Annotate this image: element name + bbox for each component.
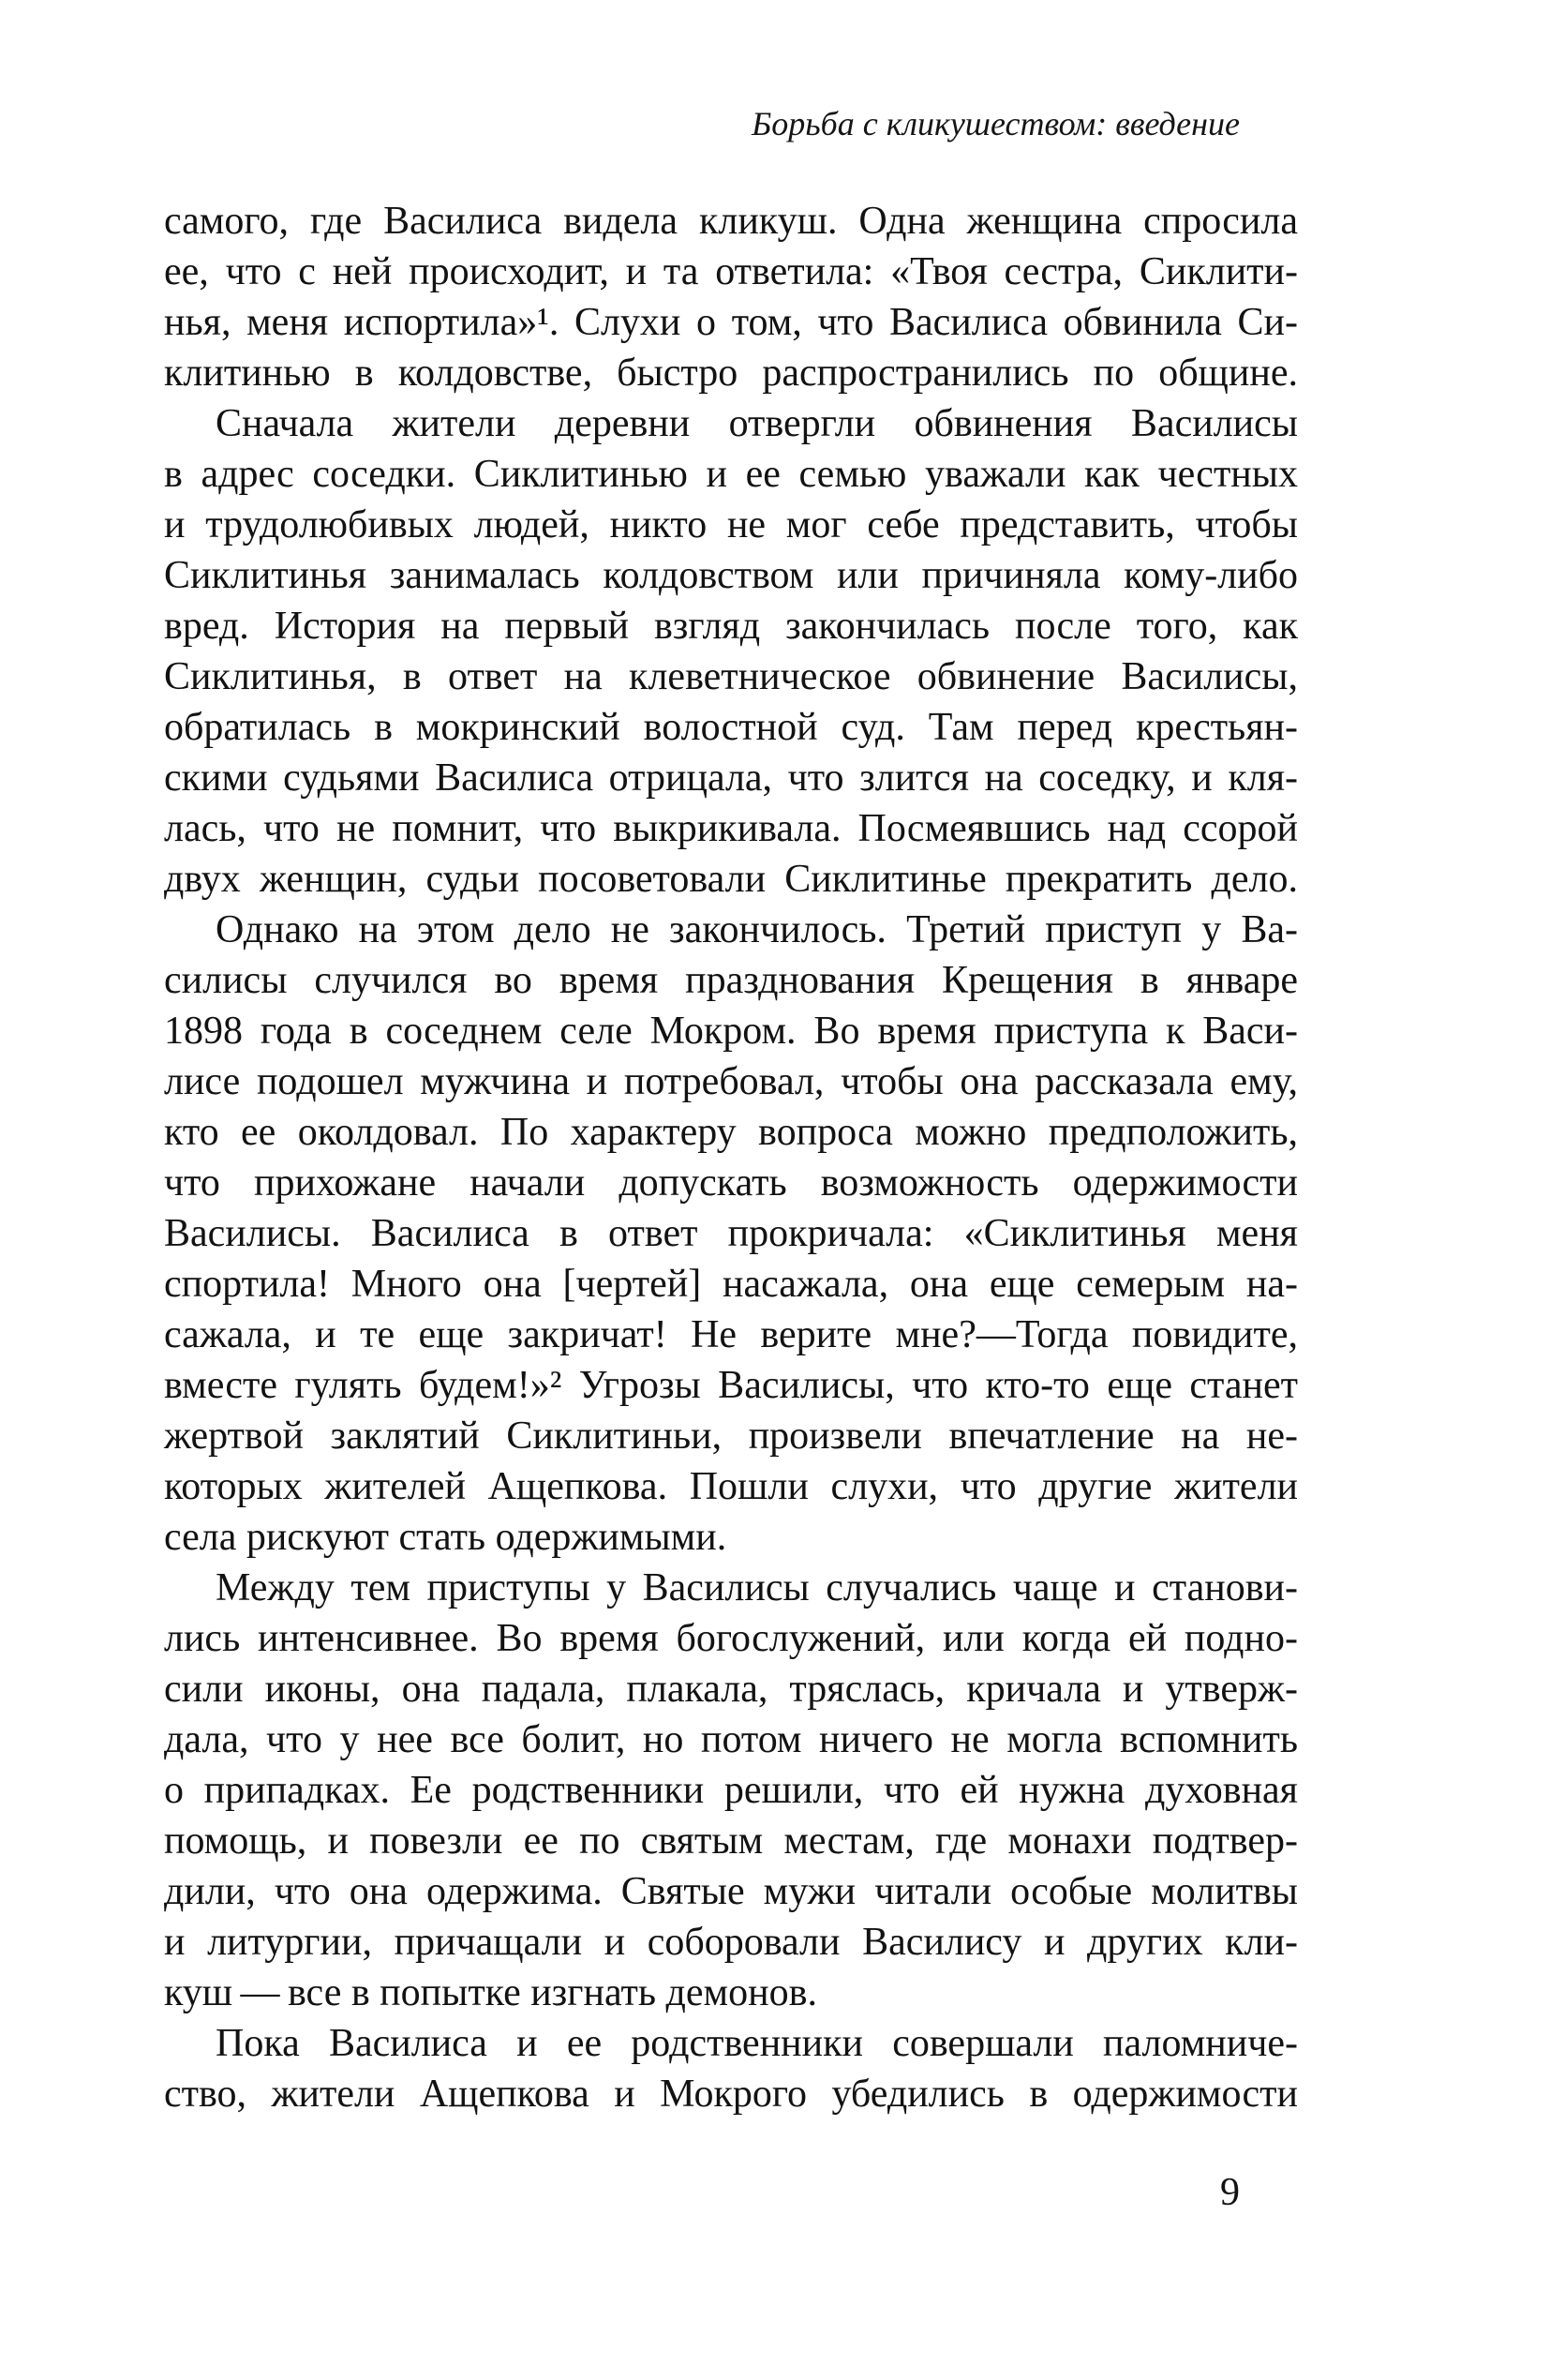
paragraph bbox=[164, 196, 1298, 398]
text-line: силисы случился во время празднования Крещения в январе bbox=[164, 959, 1298, 1002]
text-line: лись интенсивнее. Во время богослужений, или когда ей подно- bbox=[164, 1617, 1298, 1660]
running-header: Борьба с кликушеством: введение bbox=[752, 105, 1240, 142]
paragraph bbox=[164, 2018, 1298, 2119]
text-line: лась, что не помнит, что выкрикивала. Посмеявшись над ссорой bbox=[164, 807, 1298, 850]
paragraph bbox=[164, 398, 1298, 905]
text-line: что прихожане начали допускать возможность одержимости bbox=[164, 1161, 1298, 1205]
text-line: кто ее околдовал. По характеру вопроса можно предположить, bbox=[164, 1111, 1298, 1154]
text-line: жертвой заклятий Сиклитиньи, произвели впечатление на не- bbox=[164, 1415, 1298, 1458]
text-line: села рискуют стать одержимыми. bbox=[164, 1516, 727, 1559]
paragraph bbox=[164, 905, 1298, 1563]
paragraph bbox=[164, 1563, 1298, 2018]
text-line: куш — все в попытке изгнать демонов. bbox=[164, 1971, 817, 2014]
page-number: 9 bbox=[1220, 2171, 1240, 2214]
text-line: Василисы. Василиса в ответ прокричала: «Сиклитинья меня bbox=[164, 1212, 1298, 1255]
text-line: дили, что она одержима. Святые мужи читали особые молитвы bbox=[164, 1870, 1298, 1913]
text-line: 1898 года в соседнем селе Мокром. Во время приступа к Васи- bbox=[164, 1010, 1298, 1053]
text-line: обратилась в мокринский волостной суд. Там перед крестьян- bbox=[164, 706, 1298, 749]
text-line: помощь, и повезли ее по святым местам, где монахи подтвер- bbox=[164, 1819, 1298, 1863]
text-line: и трудолюбивых людей, никто не мог себе представить, чтобы bbox=[164, 503, 1298, 546]
text-line: Пока Василиса и ее родственники совершали паломниче- bbox=[216, 2022, 1298, 2065]
text-line: вред. История на первый взгляд закончилась после того, как bbox=[164, 605, 1298, 648]
text-line: Сиклитинья, в ответ на клеветническое обвинение Василисы, bbox=[164, 655, 1298, 698]
text-line: самого, где Василиса видела кликуш. Одна женщина спросила bbox=[164, 200, 1298, 243]
text-line: ее, что с ней происходит, и та ответила: «Твоя сестра, Сиклити- bbox=[164, 250, 1298, 293]
text-line: спортила! Много она [чертей] насажала, она еще семерым на- bbox=[164, 1263, 1298, 1306]
text-line: Однако на этом дело не закончилось. Третий приступ у Ва- bbox=[216, 908, 1298, 951]
text-line: и литургии, причащали и соборовали Василису и других кли- bbox=[164, 1921, 1298, 1964]
text-line: сили иконы, она падала, плакала, тряслась, кричала и утверж- bbox=[164, 1668, 1298, 1711]
text-line: Сначала жители деревни отвергли обвинения Василисы bbox=[216, 402, 1298, 445]
text-line: лисе подошел мужчина и потребовал, чтобы она рассказала ему, bbox=[164, 1060, 1298, 1103]
text-line: ство, жители Ащепкова и Мокрого убедились в одержимости bbox=[164, 2073, 1298, 2116]
body-text bbox=[164, 196, 1298, 2119]
text-line: сажала, и те еще закричат! Не верите мне?—Тогда повидите, bbox=[164, 1313, 1298, 1356]
text-line: двух женщин, судьи посоветовали Сиклитинье прекратить дело. bbox=[164, 858, 1298, 901]
text-line: Сиклитинья занималась колдовством или причиняла кому-либо bbox=[164, 554, 1298, 597]
text-line: дала, что у нее все болит, но потом ничего не могла вспомнить bbox=[164, 1718, 1298, 1761]
text-line: в адрес соседки. Сиклитинью и ее семью уважали как честных bbox=[164, 453, 1298, 496]
text-line: о припадках. Ее родственники решили, что ей нужна духовная bbox=[164, 1769, 1298, 1812]
text-line: которых жителей Ащепкова. Пошли слухи, что другие жители bbox=[164, 1465, 1298, 1508]
text-line: скими судьями Василиса отрицала, что злится на соседку, и кля- bbox=[164, 756, 1298, 800]
text-line: вместе гулять будем!»² Угрозы Василисы, что кто-то еще станет bbox=[164, 1364, 1298, 1407]
text-line: Между тем приступы у Василисы случались чаще и станови- bbox=[216, 1566, 1298, 1609]
text-line: клитинью в колдовстве, быстро распространились по общине. bbox=[164, 352, 1298, 395]
text-line: нья, меня испортила»¹. Слухи о том, что Василиса обвинила Си- bbox=[164, 301, 1298, 344]
